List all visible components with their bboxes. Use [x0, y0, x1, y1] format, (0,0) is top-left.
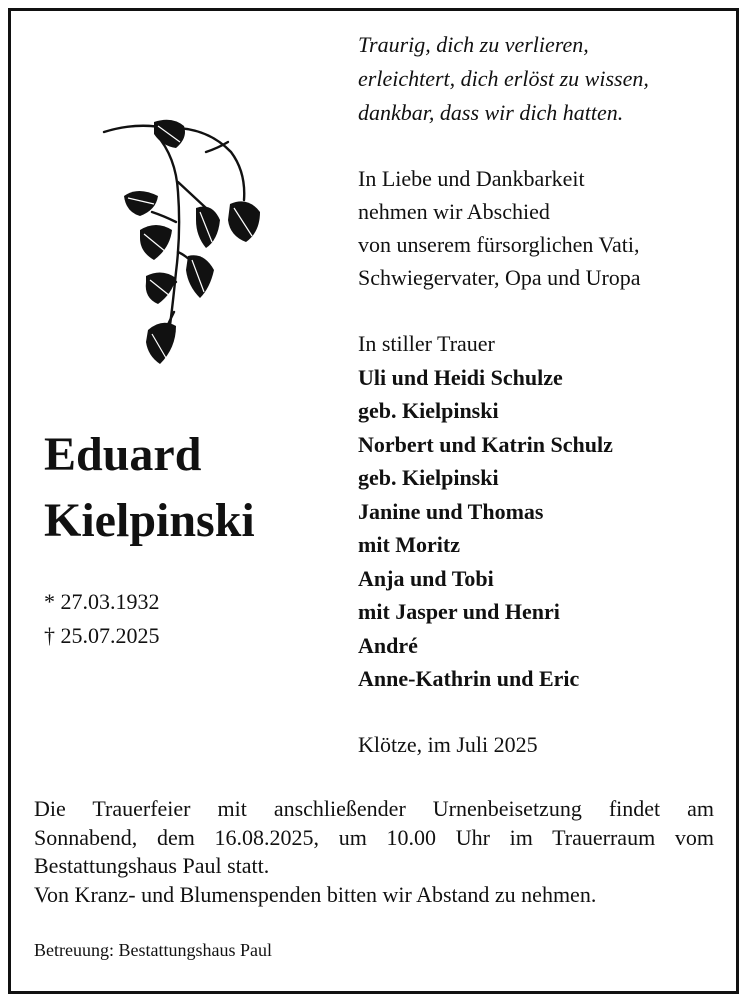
- death-date: † 25.07.2025: [44, 623, 160, 648]
- farewell-line: In Liebe und Dankbarkeit: [358, 166, 585, 191]
- mourner-name: Janine und Thomas: [358, 498, 544, 524]
- mourner-name: geb. Kielpinski: [358, 398, 499, 423]
- mourner-name: André: [358, 632, 418, 658]
- notice-line: Sonnabend, dem 16.08.2025, um 10.00 Uhr im Trauerraum vom: [34, 824, 714, 850]
- notice-line: Bestattungshaus Paul statt.: [34, 853, 270, 878]
- poem-line: dankbar, dass wir dich hatten.: [358, 100, 624, 125]
- place-date: Klötze, im Juli 2025: [358, 732, 538, 757]
- poem-line: erleichtert, dich erlöst zu wissen,: [358, 66, 649, 91]
- mourner-name: Norbert und Katrin Schulz: [358, 431, 613, 457]
- notice-line: Die Trauerfeier mit anschließender Urnenbeisetzung findet am: [34, 796, 714, 821]
- farewell-line: nehmen wir Abschied: [358, 199, 550, 224]
- mourner-name: Uli und Heidi Schulze: [358, 364, 563, 390]
- birth-date: * 27.03.1932: [44, 589, 160, 614]
- farewell-text: [358, 162, 641, 294]
- first-name: Eduard: [44, 428, 202, 481]
- funeral-notice: [34, 795, 714, 909]
- deceased-name: [44, 422, 255, 554]
- mourner-name: Anja und Tobi: [358, 565, 494, 591]
- mourner-name: mit Jasper und Henri: [358, 599, 560, 624]
- last-name: Kielpinski: [44, 494, 255, 547]
- farewell-line: Schwiegervater, Opa und Uropa: [358, 265, 641, 290]
- mourners-list: [358, 327, 613, 696]
- mourner-name: Anne-Kathrin und Eric: [358, 666, 580, 691]
- life-dates: [44, 585, 160, 653]
- funeral-home-credit: Betreuung: Bestattungshaus Paul: [34, 940, 272, 960]
- mourners-heading: In stiller Trauer: [358, 331, 495, 356]
- mourner-name: mit Moritz: [358, 532, 460, 557]
- notice-line: Von Kranz- und Blumenspenden bitten wir Abstand zu nehmen.: [34, 881, 597, 907]
- mourner-name: geb. Kielpinski: [358, 465, 499, 490]
- leafy-branch-icon: [96, 112, 276, 374]
- poem-line: Traurig, dich zu verlieren,: [358, 32, 589, 57]
- farewell-line: von unserem fürsorglichen Vati,: [358, 232, 640, 257]
- poem: [358, 28, 649, 130]
